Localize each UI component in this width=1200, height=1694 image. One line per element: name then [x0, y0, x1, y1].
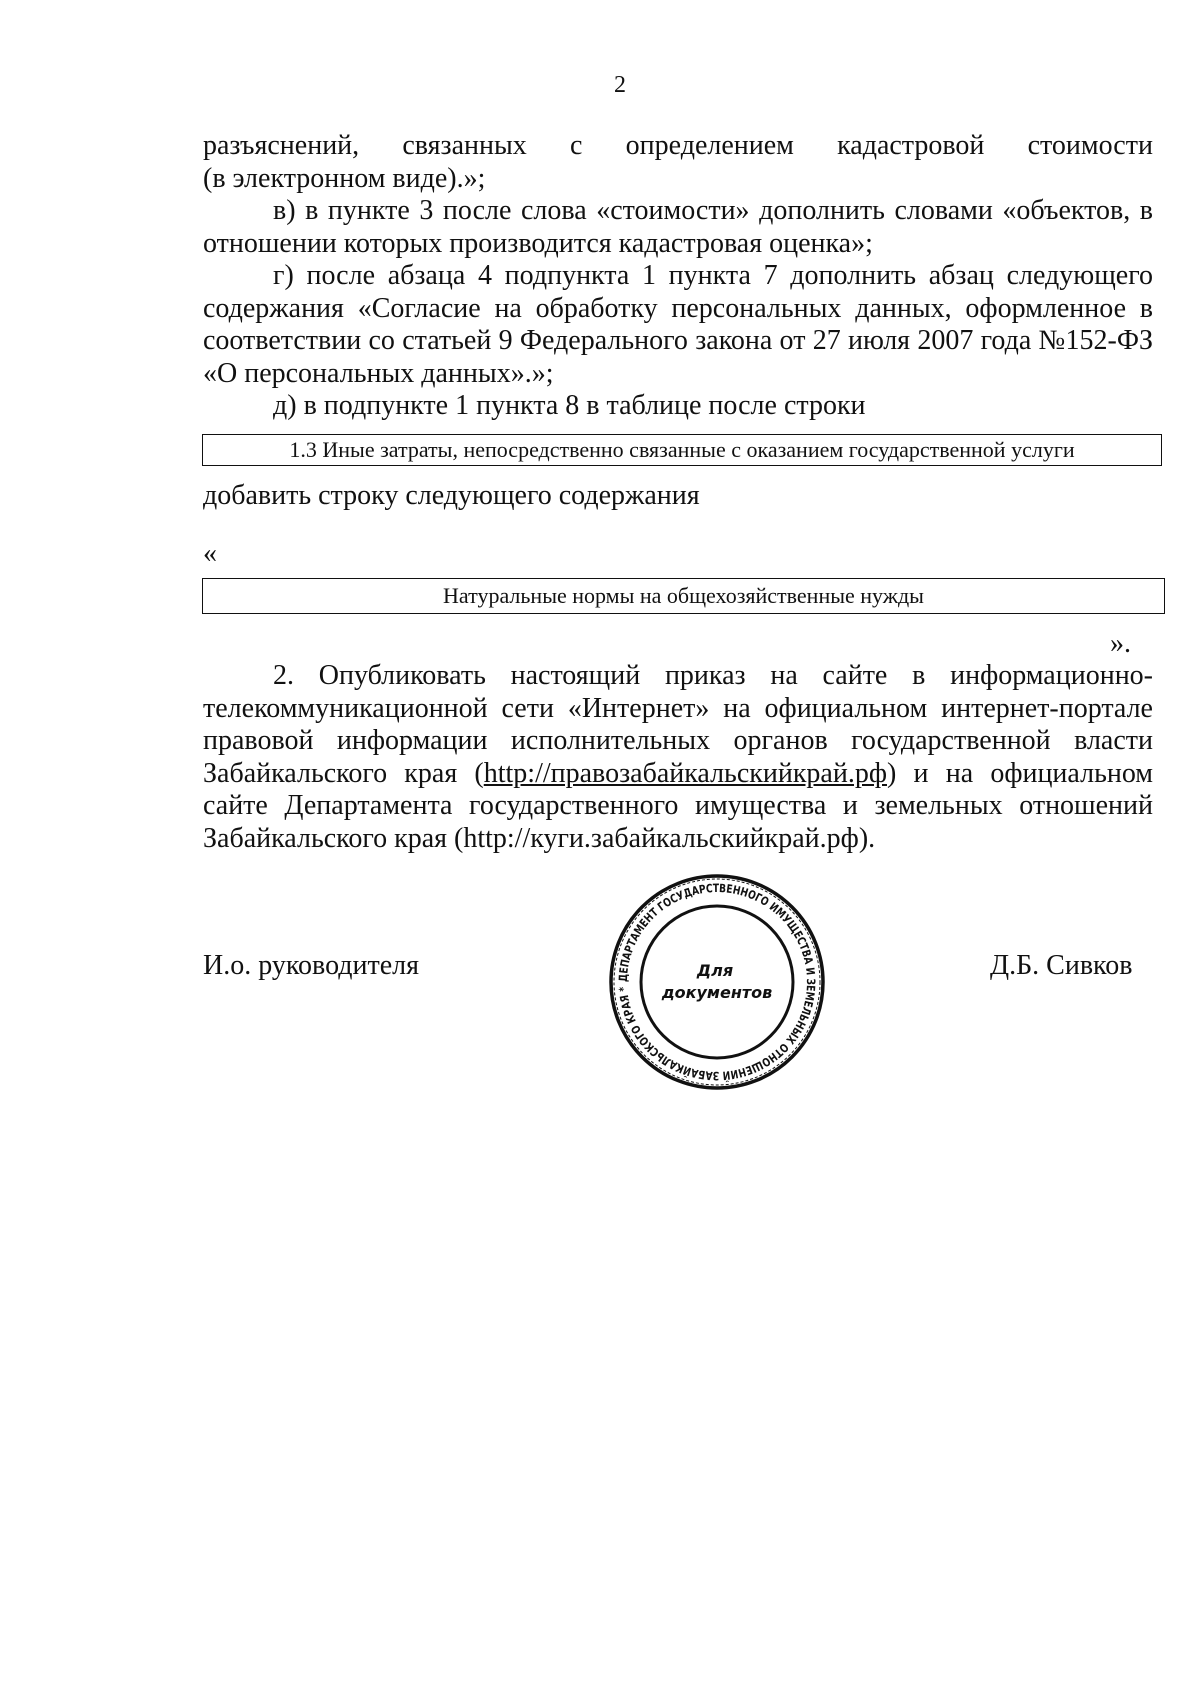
table-cell-text: 1.3 Иные затраты, непосредственно связанные с оказанием государственной услуги [289, 437, 1075, 462]
word: с [570, 130, 583, 161]
paragraph-add-row: добавить строку следующего содержания [203, 480, 700, 511]
seal-center-line1: Для [696, 961, 734, 980]
seal-inner-ring [641, 906, 793, 1058]
portal-link[interactable]: http://правозабайкальскийкрай.рф [483, 757, 887, 789]
table-cell-text: Натуральные нормы на общехозяйственные нужды [443, 583, 924, 608]
paragraph-2-text-end: ) и на официальном сайте Департамента государственного имущества и земельных отношений Забайкальского края (http://куги.забайкальскийкрай.рф). [203, 757, 1154, 854]
paragraph-2-text-start: 2. Опубликовать настоящий приказ на сайте в информационно-телекоммуникационной сети «Интернет» на официальном интернет-портале правовой информации исполнительных органов государственной власти Забайкальского края ( [203, 660, 1153, 789]
table-row-existing [202, 434, 1162, 466]
word: определением [625, 130, 794, 161]
paragraph-continuation [203, 130, 1153, 195]
seal-center-line2: документов [661, 983, 773, 1002]
paragraph-2 [203, 660, 1153, 855]
signatory-name: Д.Б. Сивков [990, 950, 1133, 981]
word: кадастровой [837, 130, 985, 161]
seal-ring-text: ДЕПАРТАМЕНТ ГОСУДАРСТВЕННОГО ИМУЩЕСТВА И ЗЕМЕЛЬНЫХ ОТНОШЕНИЙ ЗАБАЙКАЛЬСКОГО КРАЯ * [615, 880, 819, 1084]
word: связанных [402, 130, 527, 161]
page-number: 2 [614, 72, 626, 98]
seal-outer-ring [611, 876, 823, 1088]
close-quote: ». [1110, 628, 1131, 659]
paragraph-g: г) после абзаца 4 подпункта 1 пункта 7 дополнить абзац следующего содержания «Согласие на обработку персональных данных, оформленное в соответствии со статьей 9 Федерального закона от 27 июля 2007 года №152-ФЗ «О персональных данных».»; [203, 260, 1153, 389]
open-quote: « [203, 538, 217, 569]
seal-outer-ring-rough [614, 879, 820, 1085]
word: стоимости [1027, 130, 1153, 161]
paragraph-continuation-line2: (в электронном виде).»; [203, 162, 486, 194]
paragraph-d: д) в подпункте 1 пункта 8 в таблице после строки [273, 390, 866, 421]
paragraph-v: в) в пункте 3 после слова «стоимости» дополнить словами «объектов, в отношении которых производится кадастровая оценка»; [203, 195, 1153, 259]
signatory-title: И.о. руководителя [203, 950, 420, 981]
word: разъяснений, [203, 130, 360, 161]
paragraph-continuation-line1 [203, 130, 1153, 163]
official-seal [597, 870, 837, 1095]
table-row-new [202, 578, 1165, 614]
